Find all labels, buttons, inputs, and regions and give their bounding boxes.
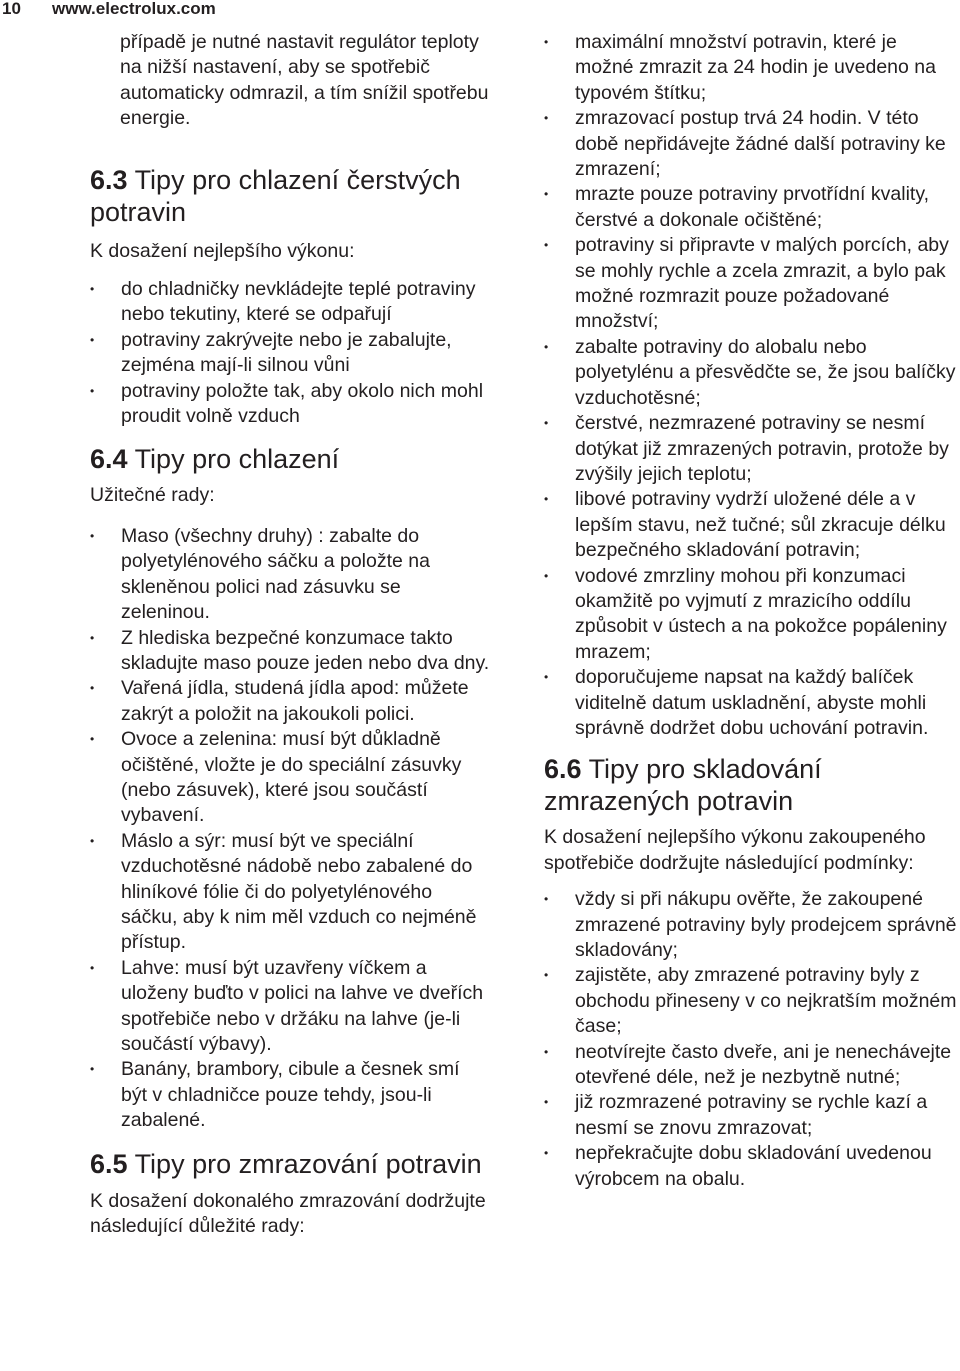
list-item — [90, 524, 490, 626]
list-item — [544, 564, 960, 666]
bullet-icon: • — [544, 416, 549, 431]
list-item — [544, 335, 960, 411]
section-title: Tipy pro skladování zmrazených potravin — [544, 754, 822, 817]
list-item — [90, 379, 490, 430]
list-item-text: mrazte pouze potraviny prvotřídní kvality, čerstvé a dokonale očištěné; — [575, 183, 930, 231]
list-item — [544, 30, 960, 106]
bullet-icon: • — [544, 492, 549, 507]
list-item — [544, 106, 960, 182]
list-item — [544, 1040, 960, 1091]
bullet-icon: • — [90, 833, 95, 848]
bullet-icon: • — [544, 568, 549, 583]
list-item-text: doporučujeme napsat na každý balíček viditelně datum uskladnění, abyste mohli správně dodržet dobu uchování potravin. — [575, 666, 929, 739]
bullet-icon: • — [544, 1146, 549, 1161]
list-item — [544, 411, 960, 487]
list-item-text: zajistěte, aby zmrazené potraviny byly z obchodu přineseny v co nejkratším možném čase; — [575, 964, 957, 1038]
bullet-icon: • — [544, 670, 549, 685]
bullet-icon: • — [90, 332, 95, 347]
list-item-text: libové potraviny vydrží uložené déle a v lepším stavu, než tučné; sůl zkracuje délku bezpečného skladování potravin; — [575, 488, 946, 562]
list-item-text: Ovoce a zelenina: musí být důkladně očištěné, vložte je do speciální zásuvky (nebo zásuvek), které jsou součástí vybavení. — [121, 728, 462, 827]
website-url[interactable]: www.electrolux.com — [52, 0, 216, 18]
bullet-list-6-6 — [544, 887, 960, 1192]
intro-paragraph: případě je nutné nastavit regulátor teploty na nižší nastavení, aby se spotřebič automaticky odmrazil, a tím snížil spotřebu energie. — [120, 31, 489, 130]
page-number: 10 — [2, 0, 21, 18]
list-item-text: potraviny zakrývejte nebo je zabalujte, zejména mají-li silnou vůni — [121, 328, 452, 377]
list-item-text: čerstvé, nezmrazené potraviny se nesmí dotýkat již zmrazených potravin, protože by zvýšily jejich teplotu; — [575, 412, 949, 485]
bullet-icon: • — [90, 732, 95, 747]
list-item — [544, 1141, 960, 1192]
section-intro: K dosažení nejlepšího výkonu: — [90, 239, 355, 262]
list-item-text: neotvírejte často dveře, ani je nenechávejte otevřené déle, než je nezbytně nutné; — [575, 1040, 952, 1089]
bullet-list-6-4 — [90, 524, 490, 1134]
right-column — [544, 30, 960, 1192]
bullet-icon: • — [544, 187, 549, 202]
bullet-icon: • — [544, 339, 549, 354]
list-item — [544, 963, 960, 1039]
section-number: 6.5 — [90, 1148, 128, 1179]
bullet-icon: • — [90, 630, 95, 645]
bullet-icon: • — [90, 528, 95, 543]
list-item-text: Maso (všechny druhy) : zabalte do polyetylénového sáčku a položte na skleněnou polici nad zásuvku se zeleninou. — [121, 524, 430, 624]
section-heading-6-4 — [90, 443, 490, 475]
list-item — [90, 676, 490, 727]
bullet-icon: • — [90, 681, 95, 696]
bullet-icon: • — [544, 892, 549, 907]
list-item-text: Banány, brambory, cibule a česnek smí být v chladničce pouze tehdy, jsou-li zabalené. — [121, 1058, 460, 1132]
list-item-text: zmrazovací postup trvá 24 hodin. V této době nepřidávejte žádné další potraviny ke zmrazení; — [575, 107, 946, 181]
section-title: Tipy pro chlazení — [134, 444, 340, 475]
list-item — [544, 887, 960, 963]
list-item-text: nepřekračujte dobu skladování uvedenou výrobcem na obalu. — [575, 1142, 932, 1190]
section-heading-6-5 — [90, 1148, 490, 1180]
list-item — [544, 233, 960, 335]
bullet-icon: • — [544, 1044, 549, 1059]
bullet-list-6-3 — [90, 277, 490, 429]
list-item-text: Máslo a sýr: musí být ve speciální vzduchotěsné nádobě nebo zabalené do hliníkové fólie či do polyetylénového sáčku, aby k nim měl vzduch co nejméně přístup. — [121, 829, 477, 954]
section-heading-6-3 — [90, 164, 490, 228]
list-item-text: potraviny položte tak, aby okolo nich mohl proudit volně vzduch — [121, 379, 484, 428]
list-item-text: zabalte potraviny do alobalu nebo polyetylénu a přesvědčte se, že jsou balíčky vzduchotěsné; — [575, 335, 956, 409]
list-item — [90, 727, 490, 829]
list-item — [544, 182, 960, 233]
bullet-icon: • — [90, 960, 95, 975]
list-item — [544, 665, 960, 741]
list-item — [90, 829, 490, 956]
list-item-text: potraviny si připravte v malých porcích, aby se mohly rychle a zcela zmrazit, a bylo pak možné rozmrazit pouze požadované množství; — [575, 234, 949, 333]
list-item-text: vodové zmrzliny mohou při konzumaci okamžitě po vyjmutí z mrazicího oddílu způsobit v ústech a na pokožce popáleniny mrazem; — [575, 564, 947, 663]
bullet-icon: • — [544, 238, 549, 253]
list-item — [90, 277, 490, 328]
list-item — [90, 626, 490, 677]
bullet-list-6-5 — [544, 30, 960, 741]
list-item-text: Vařená jídla, studená jídla apod: můžete zakrýt a položit na jakoukoli polici. — [121, 677, 469, 725]
list-item — [90, 956, 490, 1058]
bullet-icon: • — [544, 35, 549, 49]
list-item-text: maximální množství potravin, které je možné zmrazit za 24 hodin je uvedeno na typovém štítku; — [575, 31, 936, 104]
list-item-text: do chladničky nevkládejte teplé potraviny nebo tekutiny, které se odpařují — [121, 278, 476, 326]
bullet-icon: • — [90, 383, 95, 398]
list-item-text: Z hlediska bezpečné konzumace takto skladujte maso pouze jeden nebo dva dny. — [121, 626, 490, 674]
left-column — [90, 30, 490, 1239]
list-item-text: vždy si při nákupu ověřte, že zakoupené zmrazené potraviny byly prodejcem správně skladovány; — [575, 888, 957, 961]
section-number: 6.6 — [544, 754, 582, 785]
list-item — [90, 328, 490, 379]
section-intro: K dosažení nejlepšího výkonu zakoupeného spotřebiče dodržujte následující podmínky: — [544, 826, 926, 874]
bullet-icon: • — [544, 111, 549, 126]
list-item — [544, 487, 960, 563]
section-heading-6-6 — [544, 753, 960, 817]
section-number: 6.3 — [90, 164, 128, 195]
section-number: 6.4 — [90, 444, 128, 475]
bullet-icon: • — [90, 1062, 95, 1077]
section-title: Tipy pro chlazení čerstvých potravin — [90, 164, 461, 227]
list-item-text: již rozmrazené potraviny se rychle kazí a nesmí se znovu zmrazovat; — [575, 1091, 928, 1139]
bullet-icon: • — [544, 1095, 549, 1110]
section-intro: K dosažení dokonalého zmrazování dodržujte následující důležité rady: — [90, 1189, 486, 1238]
bullet-icon: • — [544, 968, 549, 983]
section-title: Tipy pro zmrazování potravin — [134, 1148, 482, 1179]
bullet-icon: • — [90, 282, 95, 297]
list-item — [544, 1090, 960, 1141]
list-item-text: Lahve: musí být uzavřeny víčkem a uloženy buďto v polici na lahve ve dveřích spotřebiče nebo v držáku na lahve (je-li součástí výbavy). — [121, 956, 484, 1055]
list-item — [90, 1057, 490, 1133]
section-intro: Užitečné rady: — [90, 484, 215, 507]
